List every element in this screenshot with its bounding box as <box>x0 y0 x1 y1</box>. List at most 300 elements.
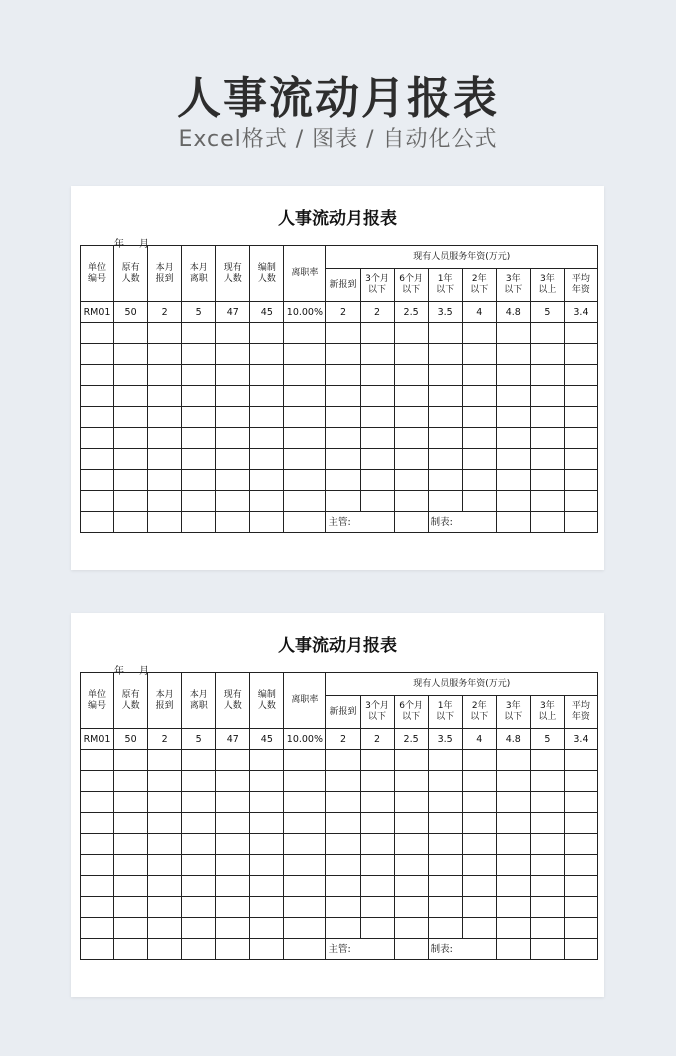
table-cell[interactable] <box>360 792 394 813</box>
table-cell[interactable] <box>462 750 496 771</box>
table-cell[interactable] <box>114 855 148 876</box>
table-cell[interactable] <box>530 323 564 344</box>
table-cell[interactable] <box>462 470 496 491</box>
table-cell[interactable] <box>182 750 216 771</box>
table-cell[interactable] <box>462 344 496 365</box>
table-cell[interactable]: 3.4 <box>564 302 597 323</box>
table-cell[interactable] <box>360 750 394 771</box>
table-cell[interactable] <box>462 918 496 939</box>
table-cell[interactable] <box>496 876 530 897</box>
table-cell[interactable] <box>428 834 462 855</box>
table-cell[interactable] <box>182 918 216 939</box>
table-cell[interactable] <box>394 449 428 470</box>
table-cell[interactable] <box>428 897 462 918</box>
table-cell[interactable] <box>564 386 597 407</box>
table-cell[interactable] <box>216 386 250 407</box>
table-cell[interactable] <box>148 792 182 813</box>
table-cell[interactable] <box>496 344 530 365</box>
table-cell[interactable]: 2 <box>148 729 182 750</box>
table-cell[interactable]: 3.5 <box>428 729 462 750</box>
table-cell[interactable] <box>360 855 394 876</box>
table-cell[interactable] <box>530 876 564 897</box>
table-cell[interactable] <box>148 834 182 855</box>
table-cell[interactable] <box>360 834 394 855</box>
table-cell[interactable] <box>284 855 326 876</box>
table-cell[interactable] <box>530 491 564 512</box>
table-cell[interactable] <box>326 449 360 470</box>
table-cell[interactable] <box>114 918 148 939</box>
table-cell[interactable] <box>564 512 597 533</box>
table-cell[interactable] <box>216 470 250 491</box>
table-cell[interactable] <box>81 918 114 939</box>
table-cell[interactable] <box>360 449 394 470</box>
table-cell[interactable] <box>81 855 114 876</box>
table-cell[interactable] <box>250 449 284 470</box>
table-cell[interactable] <box>216 344 250 365</box>
table-cell[interactable] <box>148 771 182 792</box>
table-cell[interactable] <box>81 323 114 344</box>
table-cell[interactable] <box>182 428 216 449</box>
table-cell[interactable] <box>148 813 182 834</box>
table-cell[interactable] <box>284 428 326 449</box>
table-cell[interactable] <box>326 386 360 407</box>
table-cell[interactable]: 5 <box>182 729 216 750</box>
table-cell[interactable] <box>81 939 114 960</box>
table-cell[interactable] <box>496 512 530 533</box>
table-cell[interactable] <box>250 512 284 533</box>
table-cell[interactable] <box>530 428 564 449</box>
table-cell[interactable] <box>496 386 530 407</box>
table-cell[interactable] <box>496 470 530 491</box>
table-cell[interactable] <box>564 939 597 960</box>
table-cell[interactable] <box>81 750 114 771</box>
table-cell[interactable] <box>496 491 530 512</box>
table-cell[interactable] <box>564 428 597 449</box>
table-cell[interactable] <box>530 918 564 939</box>
table-cell[interactable] <box>284 344 326 365</box>
table-cell[interactable] <box>360 323 394 344</box>
table-cell[interactable] <box>250 365 284 386</box>
table-cell[interactable] <box>148 449 182 470</box>
table-cell[interactable] <box>182 386 216 407</box>
table-cell[interactable] <box>394 897 428 918</box>
table-cell[interactable] <box>428 428 462 449</box>
table-cell[interactable] <box>360 407 394 428</box>
table-cell[interactable] <box>148 939 182 960</box>
table-cell[interactable]: 5 <box>530 302 564 323</box>
table-cell[interactable] <box>148 897 182 918</box>
table-cell[interactable] <box>462 491 496 512</box>
table-cell[interactable] <box>216 449 250 470</box>
table-cell[interactable] <box>462 771 496 792</box>
table-cell[interactable] <box>394 428 428 449</box>
table-cell[interactable]: 2 <box>360 729 394 750</box>
table-cell[interactable] <box>394 491 428 512</box>
table-cell[interactable] <box>182 365 216 386</box>
table-cell[interactable] <box>564 876 597 897</box>
table-cell[interactable] <box>428 771 462 792</box>
table-cell[interactable] <box>114 750 148 771</box>
table-cell[interactable] <box>462 855 496 876</box>
table-cell[interactable] <box>530 813 564 834</box>
table-cell[interactable] <box>250 771 284 792</box>
table-cell[interactable]: 2.5 <box>394 302 428 323</box>
table-cell[interactable] <box>496 939 530 960</box>
table-cell[interactable] <box>564 918 597 939</box>
table-cell[interactable] <box>564 771 597 792</box>
table-cell[interactable] <box>182 792 216 813</box>
table-cell[interactable] <box>284 813 326 834</box>
table-cell[interactable] <box>326 918 360 939</box>
table-cell[interactable] <box>216 407 250 428</box>
table-cell[interactable] <box>326 771 360 792</box>
table-cell[interactable] <box>496 323 530 344</box>
table-cell[interactable] <box>496 918 530 939</box>
table-cell[interactable] <box>284 470 326 491</box>
table-cell[interactable] <box>394 407 428 428</box>
table-cell[interactable] <box>496 771 530 792</box>
table-cell[interactable] <box>148 855 182 876</box>
table-cell[interactable] <box>216 771 250 792</box>
table-cell[interactable] <box>81 876 114 897</box>
table-cell[interactable] <box>216 365 250 386</box>
table-cell[interactable] <box>462 876 496 897</box>
table-cell[interactable] <box>530 407 564 428</box>
table-cell[interactable] <box>394 512 428 533</box>
table-cell[interactable] <box>326 428 360 449</box>
table-cell[interactable] <box>496 897 530 918</box>
table-cell[interactable] <box>182 491 216 512</box>
table-cell[interactable] <box>216 512 250 533</box>
table-cell[interactable] <box>428 449 462 470</box>
table-cell[interactable] <box>394 386 428 407</box>
table-cell[interactable] <box>81 428 114 449</box>
table-cell[interactable] <box>182 407 216 428</box>
table-cell[interactable] <box>428 407 462 428</box>
table-cell[interactable] <box>360 897 394 918</box>
table-cell[interactable] <box>530 792 564 813</box>
table-cell[interactable] <box>250 323 284 344</box>
table-cell[interactable] <box>428 876 462 897</box>
table-cell[interactable] <box>284 939 326 960</box>
table-cell[interactable] <box>428 855 462 876</box>
table-cell[interactable] <box>428 750 462 771</box>
table-cell[interactable] <box>148 407 182 428</box>
table-cell[interactable] <box>564 897 597 918</box>
table-cell[interactable] <box>250 855 284 876</box>
table-cell[interactable]: 4.8 <box>496 729 530 750</box>
table-cell[interactable] <box>530 939 564 960</box>
table-cell[interactable] <box>530 834 564 855</box>
table-cell[interactable] <box>284 407 326 428</box>
table-cell[interactable] <box>462 834 496 855</box>
table-cell[interactable]: 50 <box>114 729 148 750</box>
table-cell[interactable] <box>462 407 496 428</box>
preparer-signature-cell[interactable] <box>462 939 496 960</box>
table-cell[interactable] <box>250 470 284 491</box>
table-cell[interactable] <box>462 365 496 386</box>
table-cell[interactable] <box>530 470 564 491</box>
table-cell[interactable] <box>394 918 428 939</box>
table-cell[interactable] <box>182 323 216 344</box>
table-cell[interactable]: 47 <box>216 729 250 750</box>
table-cell[interactable]: 5 <box>530 729 564 750</box>
table-cell[interactable] <box>81 407 114 428</box>
table-cell[interactable] <box>148 428 182 449</box>
supervisor-signature-cell[interactable] <box>360 512 394 533</box>
table-cell[interactable] <box>360 365 394 386</box>
table-cell[interactable] <box>360 813 394 834</box>
table-cell[interactable] <box>496 813 530 834</box>
table-cell[interactable] <box>496 449 530 470</box>
table-cell[interactable] <box>326 813 360 834</box>
table-cell[interactable] <box>250 428 284 449</box>
table-cell[interactable] <box>114 428 148 449</box>
table-cell[interactable] <box>394 792 428 813</box>
table-cell[interactable] <box>182 897 216 918</box>
table-cell[interactable] <box>148 512 182 533</box>
table-cell[interactable] <box>326 365 360 386</box>
table-cell[interactable] <box>326 897 360 918</box>
table-cell[interactable] <box>284 876 326 897</box>
table-cell[interactable]: 4 <box>462 302 496 323</box>
table-cell[interactable] <box>114 344 148 365</box>
table-cell[interactable] <box>360 386 394 407</box>
table-cell[interactable] <box>81 386 114 407</box>
table-cell[interactable] <box>394 344 428 365</box>
table-cell[interactable] <box>148 750 182 771</box>
table-cell[interactable] <box>360 344 394 365</box>
table-cell[interactable] <box>496 407 530 428</box>
table-cell[interactable] <box>564 491 597 512</box>
table-cell[interactable] <box>496 365 530 386</box>
table-cell[interactable]: 10.00% <box>284 302 326 323</box>
table-cell[interactable] <box>216 855 250 876</box>
table-cell[interactable] <box>216 939 250 960</box>
table-cell[interactable] <box>182 470 216 491</box>
table-cell[interactable] <box>81 792 114 813</box>
table-cell[interactable] <box>182 876 216 897</box>
table-cell[interactable] <box>496 750 530 771</box>
table-cell[interactable] <box>114 876 148 897</box>
table-cell[interactable]: RM01 <box>81 729 114 750</box>
table-cell[interactable] <box>284 750 326 771</box>
table-cell[interactable] <box>114 323 148 344</box>
table-cell[interactable] <box>114 813 148 834</box>
table-cell[interactable] <box>250 386 284 407</box>
table-cell[interactable] <box>496 855 530 876</box>
table-cell[interactable] <box>182 834 216 855</box>
table-cell[interactable] <box>462 897 496 918</box>
table-cell[interactable] <box>360 876 394 897</box>
table-cell[interactable] <box>216 750 250 771</box>
table-cell[interactable] <box>326 344 360 365</box>
table-cell[interactable] <box>394 939 428 960</box>
table-cell[interactable] <box>216 491 250 512</box>
table-cell[interactable] <box>564 855 597 876</box>
table-cell[interactable] <box>326 750 360 771</box>
table-cell[interactable] <box>428 491 462 512</box>
table-cell[interactable] <box>428 386 462 407</box>
table-cell[interactable] <box>326 407 360 428</box>
table-cell[interactable] <box>114 792 148 813</box>
table-cell[interactable] <box>564 792 597 813</box>
table-cell[interactable] <box>530 365 564 386</box>
table-cell[interactable] <box>496 834 530 855</box>
table-cell[interactable] <box>216 876 250 897</box>
table-cell[interactable] <box>114 470 148 491</box>
table-cell[interactable] <box>564 365 597 386</box>
table-cell[interactable] <box>284 512 326 533</box>
table-cell[interactable] <box>284 834 326 855</box>
table-cell[interactable] <box>564 407 597 428</box>
table-cell[interactable] <box>216 813 250 834</box>
table-cell[interactable] <box>360 771 394 792</box>
table-cell[interactable] <box>496 792 530 813</box>
table-cell[interactable]: 47 <box>216 302 250 323</box>
table-cell[interactable]: 2.5 <box>394 729 428 750</box>
table-cell[interactable] <box>326 323 360 344</box>
table-cell[interactable] <box>81 834 114 855</box>
table-cell[interactable] <box>284 449 326 470</box>
table-cell[interactable] <box>216 792 250 813</box>
table-cell[interactable] <box>148 470 182 491</box>
table-cell[interactable] <box>284 323 326 344</box>
table-cell[interactable] <box>564 750 597 771</box>
table-cell[interactable] <box>564 470 597 491</box>
table-cell[interactable] <box>148 365 182 386</box>
table-cell[interactable] <box>114 365 148 386</box>
table-cell[interactable] <box>394 365 428 386</box>
table-cell[interactable]: 3.4 <box>564 729 597 750</box>
table-cell[interactable] <box>394 813 428 834</box>
table-cell[interactable] <box>530 750 564 771</box>
table-cell[interactable] <box>148 491 182 512</box>
table-cell[interactable] <box>250 344 284 365</box>
table-cell[interactable] <box>462 323 496 344</box>
table-cell[interactable] <box>462 792 496 813</box>
table-cell[interactable] <box>81 771 114 792</box>
table-cell[interactable] <box>428 344 462 365</box>
table-cell[interactable] <box>564 344 597 365</box>
table-cell[interactable]: 5 <box>182 302 216 323</box>
table-cell[interactable] <box>81 491 114 512</box>
table-cell[interactable] <box>216 834 250 855</box>
table-cell[interactable] <box>114 407 148 428</box>
table-cell[interactable] <box>81 897 114 918</box>
table-cell[interactable] <box>148 918 182 939</box>
table-cell[interactable] <box>81 813 114 834</box>
table-cell[interactable] <box>284 771 326 792</box>
table-cell[interactable]: RM01 <box>81 302 114 323</box>
table-cell[interactable] <box>182 939 216 960</box>
table-cell[interactable] <box>114 834 148 855</box>
table-cell[interactable]: 2 <box>148 302 182 323</box>
table-cell[interactable] <box>114 897 148 918</box>
table-cell[interactable]: 10.00% <box>284 729 326 750</box>
table-cell[interactable] <box>326 855 360 876</box>
table-cell[interactable] <box>182 771 216 792</box>
table-cell[interactable] <box>148 876 182 897</box>
table-cell[interactable] <box>284 792 326 813</box>
table-cell[interactable] <box>182 813 216 834</box>
table-cell[interactable] <box>360 491 394 512</box>
table-cell[interactable] <box>564 323 597 344</box>
table-cell[interactable] <box>182 449 216 470</box>
table-cell[interactable] <box>394 855 428 876</box>
table-cell[interactable] <box>394 750 428 771</box>
table-cell[interactable] <box>114 512 148 533</box>
table-cell[interactable] <box>81 365 114 386</box>
table-cell[interactable]: 2 <box>326 729 360 750</box>
table-cell[interactable] <box>428 918 462 939</box>
table-cell[interactable] <box>250 918 284 939</box>
table-cell[interactable] <box>250 407 284 428</box>
table-cell[interactable] <box>360 470 394 491</box>
table-cell[interactable] <box>148 386 182 407</box>
table-cell[interactable] <box>114 449 148 470</box>
table-cell[interactable] <box>530 449 564 470</box>
table-cell[interactable] <box>182 344 216 365</box>
table-cell[interactable] <box>326 470 360 491</box>
table-cell[interactable] <box>216 323 250 344</box>
table-cell[interactable] <box>530 897 564 918</box>
table-cell[interactable] <box>216 428 250 449</box>
table-cell[interactable] <box>250 750 284 771</box>
table-cell[interactable]: 2 <box>360 302 394 323</box>
table-cell[interactable] <box>216 918 250 939</box>
preparer-signature-cell[interactable] <box>462 512 496 533</box>
table-cell[interactable] <box>462 428 496 449</box>
table-cell[interactable]: 3.5 <box>428 302 462 323</box>
table-cell[interactable] <box>428 813 462 834</box>
table-cell[interactable] <box>462 386 496 407</box>
table-cell[interactable] <box>394 470 428 491</box>
table-cell[interactable] <box>530 344 564 365</box>
table-cell[interactable] <box>284 386 326 407</box>
table-cell[interactable] <box>114 386 148 407</box>
table-cell[interactable] <box>250 792 284 813</box>
table-cell[interactable] <box>81 512 114 533</box>
table-cell[interactable] <box>428 365 462 386</box>
table-cell[interactable] <box>428 323 462 344</box>
table-cell[interactable] <box>284 897 326 918</box>
table-cell[interactable] <box>564 449 597 470</box>
table-cell[interactable]: 4 <box>462 729 496 750</box>
table-cell[interactable] <box>462 813 496 834</box>
table-cell[interactable]: 50 <box>114 302 148 323</box>
table-cell[interactable]: 2 <box>326 302 360 323</box>
table-cell[interactable] <box>530 386 564 407</box>
table-cell[interactable] <box>216 897 250 918</box>
table-cell[interactable] <box>394 323 428 344</box>
table-cell[interactable] <box>284 365 326 386</box>
table-cell[interactable] <box>326 834 360 855</box>
table-cell[interactable] <box>284 491 326 512</box>
table-cell[interactable]: 45 <box>250 302 284 323</box>
table-cell[interactable] <box>182 512 216 533</box>
table-cell[interactable] <box>564 813 597 834</box>
table-cell[interactable] <box>250 939 284 960</box>
table-cell[interactable] <box>360 918 394 939</box>
table-cell[interactable] <box>81 344 114 365</box>
table-cell[interactable] <box>564 834 597 855</box>
table-cell[interactable] <box>250 813 284 834</box>
table-cell[interactable] <box>326 876 360 897</box>
table-cell[interactable] <box>428 470 462 491</box>
table-cell[interactable]: 45 <box>250 729 284 750</box>
table-cell[interactable] <box>462 449 496 470</box>
